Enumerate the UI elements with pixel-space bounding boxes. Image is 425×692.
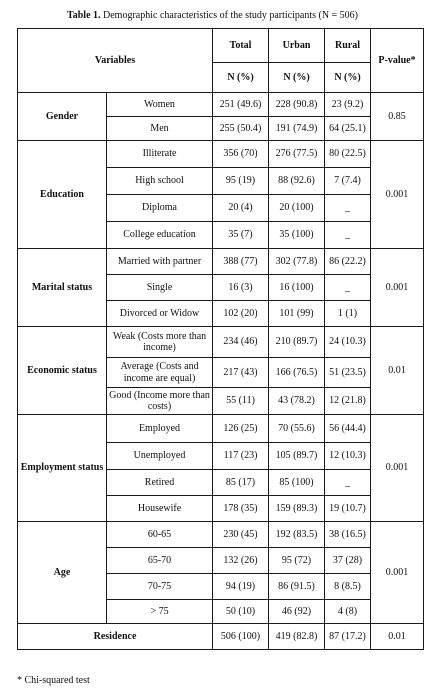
total-cell: 117 (23) xyxy=(213,443,269,470)
pvalue-gender: 0.85 xyxy=(371,93,424,141)
total-cell: 55 (11) xyxy=(213,388,269,415)
residence-pvalue: 0.01 xyxy=(371,624,424,650)
rural-cell: 51 (23.5) xyxy=(325,358,371,388)
urban-cell: 46 (92) xyxy=(269,600,325,624)
header-urban-unit: N (%) xyxy=(269,63,325,93)
category-label: College education xyxy=(107,222,213,249)
urban-cell: 20 (100) xyxy=(269,195,325,222)
header-rural-unit: N (%) xyxy=(325,63,371,93)
rural-cell: 7 (7.4) xyxy=(325,168,371,195)
category-label: Single xyxy=(107,275,213,301)
category-label: Divorced or Widow xyxy=(107,301,213,327)
urban-cell: 86 (91.5) xyxy=(269,574,325,600)
demographics-table xyxy=(17,28,424,650)
total-cell: 35 (7) xyxy=(213,222,269,249)
rural-cell: 12 (10.3) xyxy=(325,443,371,470)
category-label: Good (Income more than costs) xyxy=(107,388,213,415)
urban-cell: 228 (90.8) xyxy=(269,93,325,117)
rural-cell: 8 (8.5) xyxy=(325,574,371,600)
rural-cell: 80 (22.5) xyxy=(325,141,371,168)
table-row xyxy=(18,249,424,275)
urban-cell: 101 (99) xyxy=(269,301,325,327)
total-cell: 178 (35) xyxy=(213,496,269,522)
category-label: Illiterate xyxy=(107,141,213,168)
header-total: Total xyxy=(213,29,269,63)
residence-row xyxy=(18,624,424,650)
group-label-age: Age xyxy=(18,522,107,624)
table-caption xyxy=(0,10,425,21)
total-cell: 251 (49.6) xyxy=(213,93,269,117)
rural-cell: 19 (10.7) xyxy=(325,496,371,522)
total-cell: 234 (46) xyxy=(213,327,269,358)
category-label: 70-75 xyxy=(107,574,213,600)
rural-cell: _ xyxy=(325,222,371,249)
category-label: 65-70 xyxy=(107,548,213,574)
category-label: Married with partner xyxy=(107,249,213,275)
total-cell: 126 (25) xyxy=(213,415,269,443)
total-cell: 132 (26) xyxy=(213,548,269,574)
category-label: Men xyxy=(107,117,213,141)
header-urban: Urban xyxy=(269,29,325,63)
header-total-unit: N (%) xyxy=(213,63,269,93)
rural-cell: 23 (9.2) xyxy=(325,93,371,117)
total-cell: 102 (20) xyxy=(213,301,269,327)
header-pvalue: P-value* xyxy=(371,29,424,93)
header-variables: Variables xyxy=(18,29,213,93)
urban-cell: 166 (76.5) xyxy=(269,358,325,388)
table-row xyxy=(18,522,424,548)
category-label: Retired xyxy=(107,470,213,496)
urban-cell: 302 (77.8) xyxy=(269,249,325,275)
urban-cell: 159 (89.3) xyxy=(269,496,325,522)
urban-cell: 105 (89.7) xyxy=(269,443,325,470)
total-cell: 255 (50.4) xyxy=(213,117,269,141)
footnote: * Chi-squared test xyxy=(17,675,90,686)
rural-cell: 24 (10.3) xyxy=(325,327,371,358)
residence-rural: 87 (17.2) xyxy=(325,624,371,650)
category-label: Average (Costs and income are equal) xyxy=(107,358,213,388)
table-row xyxy=(18,93,424,117)
residence-label: Residence xyxy=(18,624,213,650)
urban-cell: 191 (74.9) xyxy=(269,117,325,141)
total-cell: 16 (3) xyxy=(213,275,269,301)
urban-cell: 43 (78.2) xyxy=(269,388,325,415)
rural-cell: 38 (16.5) xyxy=(325,522,371,548)
urban-cell: 16 (100) xyxy=(269,275,325,301)
rural-cell: 56 (44.4) xyxy=(325,415,371,443)
table-caption-label: Table 1. xyxy=(66,10,101,21)
rural-cell: 64 (25.1) xyxy=(325,117,371,141)
urban-cell: 35 (100) xyxy=(269,222,325,249)
group-label-marital-status: Marital status xyxy=(18,249,107,327)
category-label: Employed xyxy=(107,415,213,443)
rural-cell: 37 (28) xyxy=(325,548,371,574)
rural-cell: 4 (8) xyxy=(325,600,371,624)
group-label-education: Education xyxy=(18,141,107,249)
total-cell: 85 (17) xyxy=(213,470,269,496)
category-label: Unemployed xyxy=(107,443,213,470)
urban-cell: 276 (77.5) xyxy=(269,141,325,168)
group-label-gender: Gender xyxy=(18,93,107,141)
group-label-economic-status: Economic status xyxy=(18,327,107,415)
urban-cell: 85 (100) xyxy=(269,470,325,496)
category-label: > 75 xyxy=(107,600,213,624)
residence-urban: 419 (82.8) xyxy=(269,624,325,650)
total-cell: 356 (70) xyxy=(213,141,269,168)
table-row xyxy=(18,141,424,168)
category-label: High school xyxy=(107,168,213,195)
total-cell: 20 (4) xyxy=(213,195,269,222)
pvalue-employment-status: 0.001 xyxy=(371,415,424,522)
table-row xyxy=(18,327,424,358)
table-row xyxy=(18,415,424,443)
rural-cell: _ xyxy=(325,470,371,496)
total-cell: 230 (45) xyxy=(213,522,269,548)
urban-cell: 192 (83.5) xyxy=(269,522,325,548)
table-body xyxy=(18,29,424,650)
header-row xyxy=(18,29,424,63)
urban-cell: 210 (89.7) xyxy=(269,327,325,358)
total-cell: 50 (10) xyxy=(213,600,269,624)
total-cell: 94 (19) xyxy=(213,574,269,600)
rural-cell: _ xyxy=(325,275,371,301)
category-label: Weak (Costs more than income) xyxy=(107,327,213,358)
urban-cell: 95 (72) xyxy=(269,548,325,574)
total-cell: 388 (77) xyxy=(213,249,269,275)
category-label: Women xyxy=(107,93,213,117)
urban-cell: 88 (92.6) xyxy=(269,168,325,195)
table-caption-text: Demographic characteristics of the study participants (N = 506) xyxy=(100,10,359,21)
rural-cell: 1 (1) xyxy=(325,301,371,327)
category-label: Diploma xyxy=(107,195,213,222)
residence-total: 506 (100) xyxy=(213,624,269,650)
pvalue-economic-status: 0.01 xyxy=(371,327,424,415)
group-label-employment-status: Employment status xyxy=(18,415,107,522)
urban-cell: 70 (55.6) xyxy=(269,415,325,443)
rural-cell: 12 (21.8) xyxy=(325,388,371,415)
header-rural: Rural xyxy=(325,29,371,63)
rural-cell: 86 (22.2) xyxy=(325,249,371,275)
pvalue-education: 0.001 xyxy=(371,141,424,249)
total-cell: 217 (43) xyxy=(213,358,269,388)
rural-cell: _ xyxy=(325,195,371,222)
category-label: 60-65 xyxy=(107,522,213,548)
pvalue-age: 0.001 xyxy=(371,522,424,624)
total-cell: 95 (19) xyxy=(213,168,269,195)
category-label: Housewife xyxy=(107,496,213,522)
pvalue-marital-status: 0.001 xyxy=(371,249,424,327)
